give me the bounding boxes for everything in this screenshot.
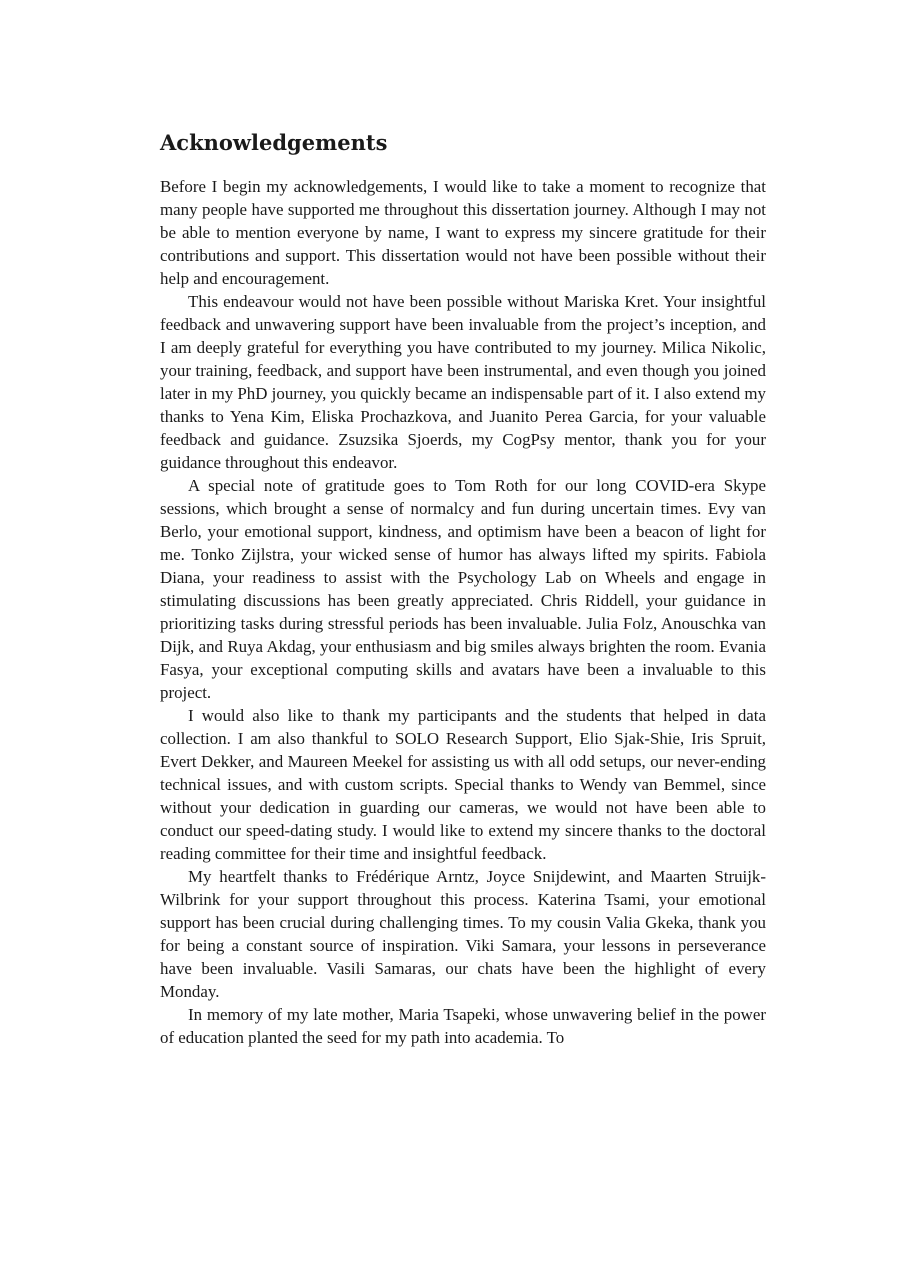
paragraph: This endeavour would not have been possible without Mariska Kret. Your insightful feedback and unwavering support have been invaluable from the project’s inception, and I am deeply grateful for everything you have contributed to my journey. Milica Nikolic, your training, feedback, and support have been instrumental, and even though you joined later in my PhD journey, you quickly became an indispensable part of it. I also extend my thanks to Yena Kim, Eliska Prochazkova, and Juanito Perea Garcia, for your valuable feedback and guidance. Zsuzsika Sjoerds, my CogPsy mentor, thank you for your guidance throughout this endeavor.: [160, 292, 766, 472]
paragraph: In memory of my late mother, Maria Tsapeki, whose unwavering belief in the power of education planted the seed for my path into academia. To: [160, 1005, 766, 1047]
paragraph: A special note of gratitude goes to Tom Roth for our long COVID-era Skype sessions, which brought a sense of normalcy and fun during uncertain times. Evy van Berlo, your emotional support, kindness, and optimism have been a beacon of light for me. Tonko Zijlstra, your wicked sense of humor has always lifted my spirits. Fabiola Diana, your readiness to assist with the Psychology Lab on Wheels and engage in stimulating discussions has been greatly appreciated. Chris Riddell, your guidance in prioritizing tasks during stressful periods has been invaluable. Julia Folz, Anouschka van Dijk, and Ruya Akdag, your enthusiasm and big smiles always brighten the room. Evania Fasya, your exceptional computing skills and avatars have been a invaluable to this project.: [160, 476, 766, 702]
paragraph: I would also like to thank my participants and the students that helped in data collection. I am also thankful to SOLO Research Support, Elio Sjak-Shie, Iris Spruit, Evert Dekker, and Maureen Meekel for assisting us with all odd setups, our never-ending technical issues, and with custom scripts. Special thanks to Wendy van Bemmel, since without your dedication in guarding our cameras, we would not have been able to conduct our speed-dating study. I would like to extend my sincere thanks to the doctoral reading committee for their time and insightful feedback.: [160, 706, 766, 863]
section-heading: Acknowledgements: [160, 130, 388, 155]
paragraph: Before I begin my acknowledgements, I would like to take a moment to recognize that many people have supported me throughout this dissertation journey. Although I may not be able to mention everyone by name, I want to express my sincere gratitude for their contributions and support. This dissertation would not have been possible without their help and encouragement.: [160, 177, 766, 288]
acknowledgements-section: [160, 128, 766, 1049]
paragraph: My heartfelt thanks to Frédérique Arntz, Joyce Snijdewint, and Maarten Struijk-Wilbrink for your support throughout this process. Katerina Tsami, your emotional support has been crucial during challenging times. To my cousin Valia Gkeka, thank you for being a constant source of inspiration. Viki Samara, your lessons in perseverance have been invaluable. Vasili Samaras, our chats have been the highlight of every Monday.: [160, 867, 766, 1001]
